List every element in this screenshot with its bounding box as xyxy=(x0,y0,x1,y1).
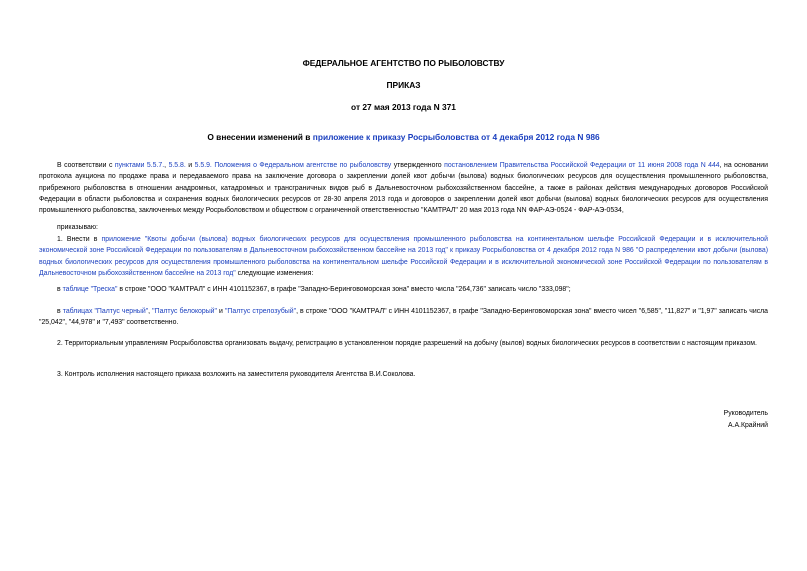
item-1-text: 1. Внести в xyxy=(57,236,102,243)
subitem-text: , в строке "ООО "КАМТРАЛ" с ИНН 4101152367, в графе "Западно-Беринговоморская зона" вместо чисел "6,585", "11,827" и "1,97" записать числа "25,042", "44,978" и "7,493" соответственно. xyxy=(39,308,769,327)
link-clause-5-5-9[interactable]: 5.5.9. Положения о Федеральном агентстве по рыболовству xyxy=(194,162,392,169)
item-2-paragraph xyxy=(39,338,768,349)
subitem-text: в xyxy=(57,308,63,315)
title-prefix: О внесении изменений в xyxy=(207,132,313,142)
item-2-text: 2. Территориальным управлениям Росрыболовства организовать выдачу, регистрацию в установленном порядке разрешений на добычу (вылов) водных биологических ресурсов в соответствии с настоящим приказом. xyxy=(57,340,757,347)
subitem-text: и xyxy=(216,308,225,315)
order-word xyxy=(39,222,768,233)
signature-name: А.А.Крайний xyxy=(727,422,768,429)
subitem-halibut-paragraph xyxy=(39,306,768,329)
link-table-arrowtooth-halibut[interactable]: "Палтус стрелозубый" xyxy=(224,308,297,315)
item-3-paragraph xyxy=(39,369,768,380)
title-link[interactable]: приложение к приказу Росрыболовства от 4 декабря 2012 года N 986 xyxy=(312,132,600,142)
preamble-text: и xyxy=(185,162,195,169)
item-3-text: 3. Контроль исполнения настоящего приказа возложить на заместителя руководителя Агентства В.И.Соколова. xyxy=(57,371,416,378)
subitem-text: в строке "ООО "КАМТРАЛ" с ИНН 4101152367, в графе "Западно-Беринговоморская зона" вместо числа "264,736" записать число "333,098"; xyxy=(117,286,571,293)
document-date-number: от 27 мая 2013 года N 371 xyxy=(351,102,456,112)
document-title xyxy=(0,132,807,142)
link-table-black-halibut[interactable]: таблицах "Палтус черный" xyxy=(62,308,149,315)
order-word-text: приказываю: xyxy=(57,224,98,231)
preamble-text: В соответствии с xyxy=(57,162,115,169)
document-type: ПРИКАЗ xyxy=(386,80,421,90)
subitem-cod-paragraph xyxy=(39,284,768,295)
item-1-text: следующие изменения: xyxy=(235,269,314,277)
agency-heading: ФЕДЕРАЛЬНОЕ АГЕНТСТВО ПО РЫБОЛОВСТВУ xyxy=(302,58,505,68)
link-table-white-halibut[interactable]: "Палтус белокорый" xyxy=(152,308,217,315)
preamble-paragraph xyxy=(39,160,768,216)
link-clause-5-5-7[interactable]: пунктами 5.5.7. xyxy=(114,162,165,169)
link-clause-5-5-8[interactable]: 5.5.8. xyxy=(168,162,186,169)
link-appendix-quotas[interactable]: приложение "Квоты добычи (вылова) водных биологических ресурсов для осуществления промышленного рыболовства на континентальном шельфе Российской Федерации и в исключительной экономической зоне Российской Федерации по пользователям в Дальневосточном рыбохозяйственном бассейне на 2013 год" к приказу Росрыболовства от 4 декабря 2012 года N 986 "О распределении квот добычи (вылова) водных биологических ресурсов для осуществления промышленного рыболовства на континентальном шельфе Российской Федерации и в исключительной экономической зоне Российской Федерации по пользователям в Дальневосточном рыбохозяйственном бассейне на 2013 год" xyxy=(39,236,768,277)
subitem-text: в xyxy=(57,286,63,293)
preamble-text: , xyxy=(164,162,169,169)
preamble-text: утвержденного xyxy=(391,162,445,169)
link-government-decree[interactable]: постановлением Правительства Российской Федерации от 11 июня 2008 года N 444 xyxy=(444,162,720,169)
subitem-text: , xyxy=(148,308,153,315)
link-table-cod[interactable]: таблице "Треска" xyxy=(62,286,118,293)
preamble-text: , на основании протокола аукциона по продаже права и передаваемого права на заключение договора о закреплении долей квот добычи (вылова) водных биологических ресурсов для осуществления промышленного рыболовства, прибрежного рыболовства в отношении анадромных, катадромных и трансграничных видов рыб в Дальневосточном рыбохозяйственном бассейне, а также в районах действия международных договоров Российской Федерации в области рыболовства и сохранения водных биологических ресурсов от 28-30 апреля 2013 года и договоров о закреплении долей квот добычи (вылова) водных биологических ресурсов для осуществления промышленного рыболовства, заключенных между Росрыболовством и обществом с ограниченной ответственностью "КАМТРАЛ" 20 мая 2013 года NN ФАР-АЭ-0524 - ФАР-АЭ-0534, xyxy=(39,162,768,215)
signature-position: Руководитель xyxy=(723,410,768,417)
item-1-paragraph xyxy=(39,234,768,279)
